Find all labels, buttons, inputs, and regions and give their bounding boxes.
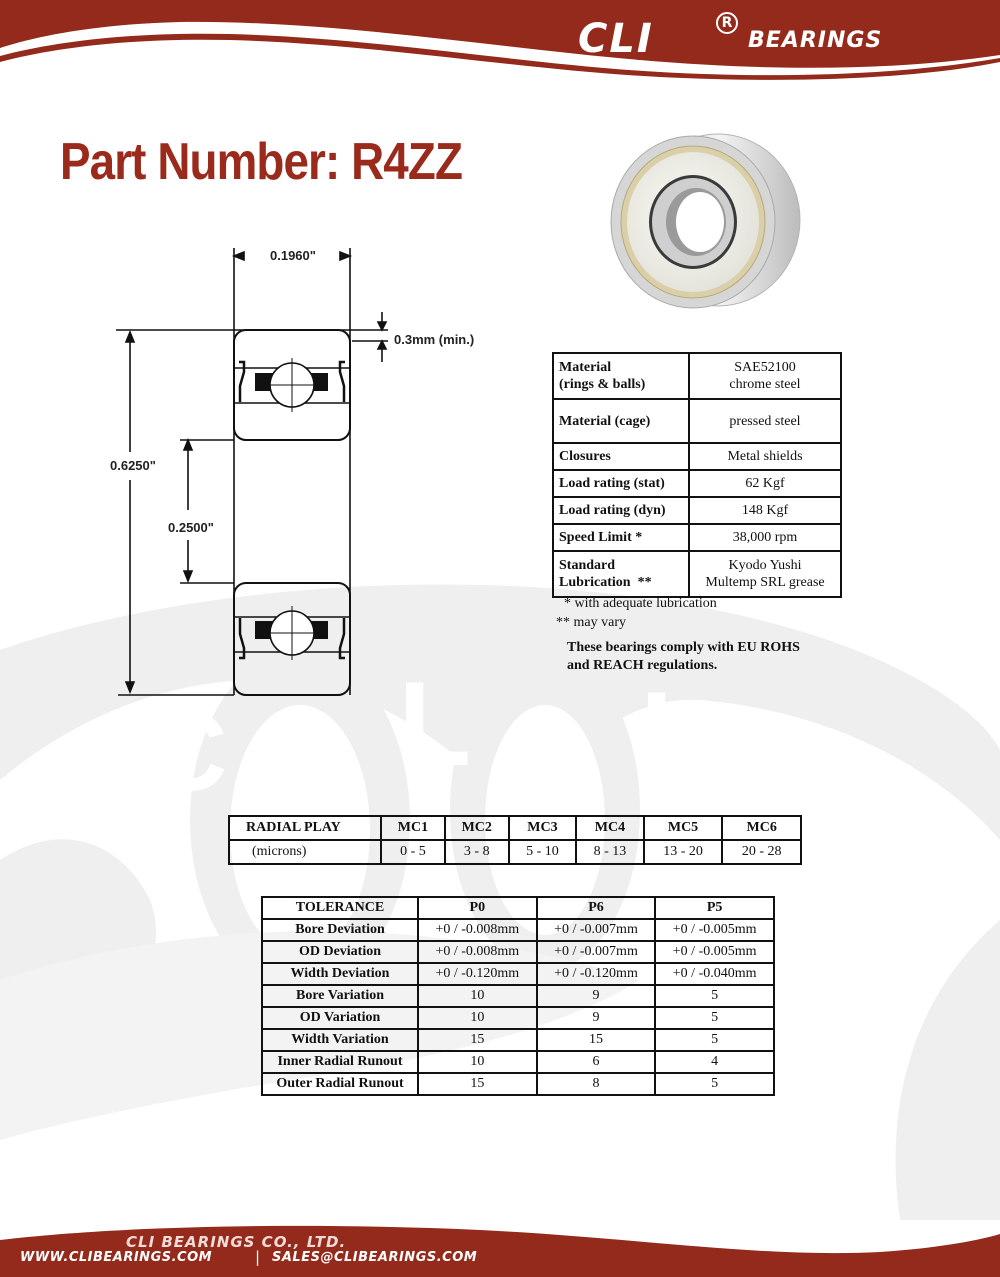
tolerance-header: TOLERANCE xyxy=(262,897,418,919)
tolerance-label: Bore Variation xyxy=(262,985,418,1007)
radial-play-values-row xyxy=(229,840,801,864)
tolerance-label: Bore Deviation xyxy=(262,919,418,941)
tolerance-value: 5 xyxy=(655,1073,774,1095)
bearing-cross-section-drawing xyxy=(100,240,500,710)
spec-value: Kyodo Yushi Multemp SRL grease xyxy=(689,551,841,597)
tolerance-row xyxy=(262,941,774,963)
radial-play-class: MC6 xyxy=(722,816,801,840)
radial-play-value: 0 - 5 xyxy=(381,840,445,864)
spec-label: Standard Lubrication ** xyxy=(553,551,689,597)
tolerance-value: 10 xyxy=(418,985,537,1007)
tolerance-header-row xyxy=(262,897,774,919)
footer-email-link[interactable]: SALES@CLIBEARINGS.COM xyxy=(272,1250,478,1265)
tolerance-value: +0 / -0.005mm xyxy=(655,919,774,941)
spec-label: Closures xyxy=(553,443,689,470)
bore-diameter-label: 0.2500" xyxy=(168,520,214,535)
svg-text:I: I xyxy=(640,667,674,801)
radial-play-class: MC2 xyxy=(445,816,509,840)
tolerance-value: +0 / -0.007mm xyxy=(537,941,656,963)
tolerance-class-header: P0 xyxy=(418,897,537,919)
tolerance-label: Inner Radial Runout xyxy=(262,1051,418,1073)
tolerance-row xyxy=(262,985,774,1007)
tolerance-label: Width Variation xyxy=(262,1029,418,1051)
tolerance-class-header: P5 xyxy=(655,897,774,919)
tolerance-class-header: P6 xyxy=(537,897,656,919)
tolerance-value: +0 / -0.120mm xyxy=(537,963,656,985)
tolerance-value: 9 xyxy=(537,985,656,1007)
spec-value: SAE52100 chrome steel xyxy=(689,353,841,399)
footnote-lubrication: * with adequate lubrication xyxy=(564,596,717,611)
tolerance-label: Outer Radial Runout xyxy=(262,1073,418,1095)
footer-company-name: CLI BEARINGS CO., LTD. xyxy=(126,1233,347,1251)
radial-play-class: MC1 xyxy=(381,816,445,840)
radial-play-header: RADIAL PLAY xyxy=(229,816,381,840)
spec-label: Load rating (stat) xyxy=(553,470,689,497)
footer-separator: | xyxy=(255,1248,261,1266)
tolerance-value: 15 xyxy=(418,1029,537,1051)
bearing-photo xyxy=(598,120,808,325)
radial-play-value: 20 - 28 xyxy=(722,840,801,864)
tolerance-row xyxy=(262,919,774,941)
tolerance-value: 5 xyxy=(655,985,774,1007)
tolerance-value: 5 xyxy=(655,1007,774,1029)
logo-bearings-text: BEARINGS xyxy=(748,28,883,53)
tolerance-value: 4 xyxy=(655,1051,774,1073)
spec-label: Speed Limit * xyxy=(553,524,689,551)
width-dimension-label: 0.1960" xyxy=(270,248,316,263)
tolerance-label: Width Deviation xyxy=(262,963,418,985)
compliance-line-2: and REACH regulations. xyxy=(567,658,718,673)
tolerance-value: 10 xyxy=(418,1007,537,1029)
spec-row xyxy=(553,551,841,597)
footnote-may-vary: ** may vary xyxy=(556,615,626,630)
radial-play-class: MC4 xyxy=(576,816,644,840)
spec-row xyxy=(553,399,841,443)
logo-cli-text: CLI xyxy=(578,16,654,62)
tolerance-row xyxy=(262,1007,774,1029)
compliance-line-1: These bearings comply with EU ROHS xyxy=(567,640,800,655)
tolerance-value: +0 / -0.007mm xyxy=(537,919,656,941)
tolerance-table xyxy=(261,896,775,1096)
tolerance-row xyxy=(262,1029,774,1051)
registered-mark-icon: R xyxy=(716,12,738,34)
spec-value: 62 Kgf xyxy=(689,470,841,497)
page-title: Part Number: R4ZZ xyxy=(60,133,463,191)
tolerance-value: +0 / -0.040mm xyxy=(655,963,774,985)
radial-play-class: MC5 xyxy=(644,816,723,840)
spec-value: pressed steel xyxy=(689,399,841,443)
specifications-table xyxy=(552,352,842,598)
spec-value: 38,000 rpm xyxy=(689,524,841,551)
spec-value: Metal shields xyxy=(689,443,841,470)
spec-label: Material (cage) xyxy=(553,399,689,443)
tolerance-value: 15 xyxy=(418,1073,537,1095)
svg-text:C: C xyxy=(148,691,228,814)
radial-play-table xyxy=(228,815,802,865)
svg-text:L: L xyxy=(398,657,472,791)
tolerance-row xyxy=(262,1073,774,1095)
spec-label: Material (rings & balls) xyxy=(553,353,689,399)
spec-row xyxy=(553,497,841,524)
tolerance-value: 10 xyxy=(418,1051,537,1073)
radial-play-value: 3 - 8 xyxy=(445,840,509,864)
radial-play-value: 5 - 10 xyxy=(509,840,577,864)
spec-row xyxy=(553,470,841,497)
tolerance-value: +0 / -0.005mm xyxy=(655,941,774,963)
tolerance-row xyxy=(262,1051,774,1073)
tolerance-value: 8 xyxy=(537,1073,656,1095)
chamfer-dimension-label: 0.3mm (min.) xyxy=(394,332,475,347)
radial-play-unit: (microns) xyxy=(229,840,381,864)
outer-diameter-label: 0.6250" xyxy=(110,458,156,473)
tolerance-value: 9 xyxy=(537,1007,656,1029)
radial-play-header-row xyxy=(229,816,801,840)
spec-value: 148 Kgf xyxy=(689,497,841,524)
tolerance-value: 6 xyxy=(537,1051,656,1073)
spec-row xyxy=(553,524,841,551)
tolerance-label: OD Variation xyxy=(262,1007,418,1029)
drawing-lines xyxy=(100,240,500,710)
tolerance-row xyxy=(262,963,774,985)
spec-row xyxy=(553,353,841,399)
spec-row xyxy=(553,443,841,470)
tolerance-value: +0 / -0.120mm xyxy=(418,963,537,985)
radial-play-class: MC3 xyxy=(509,816,577,840)
tolerance-value: 15 xyxy=(537,1029,656,1051)
tolerance-value: +0 / -0.008mm xyxy=(418,941,537,963)
radial-play-value: 13 - 20 xyxy=(644,840,723,864)
tolerance-value: 5 xyxy=(655,1029,774,1051)
tolerance-label: OD Deviation xyxy=(262,941,418,963)
radial-play-value: 8 - 13 xyxy=(576,840,644,864)
spec-label: Load rating (dyn) xyxy=(553,497,689,524)
footer-website-link[interactable]: WWW.CLIBEARINGS.COM xyxy=(20,1250,213,1265)
tolerance-value: +0 / -0.008mm xyxy=(418,919,537,941)
